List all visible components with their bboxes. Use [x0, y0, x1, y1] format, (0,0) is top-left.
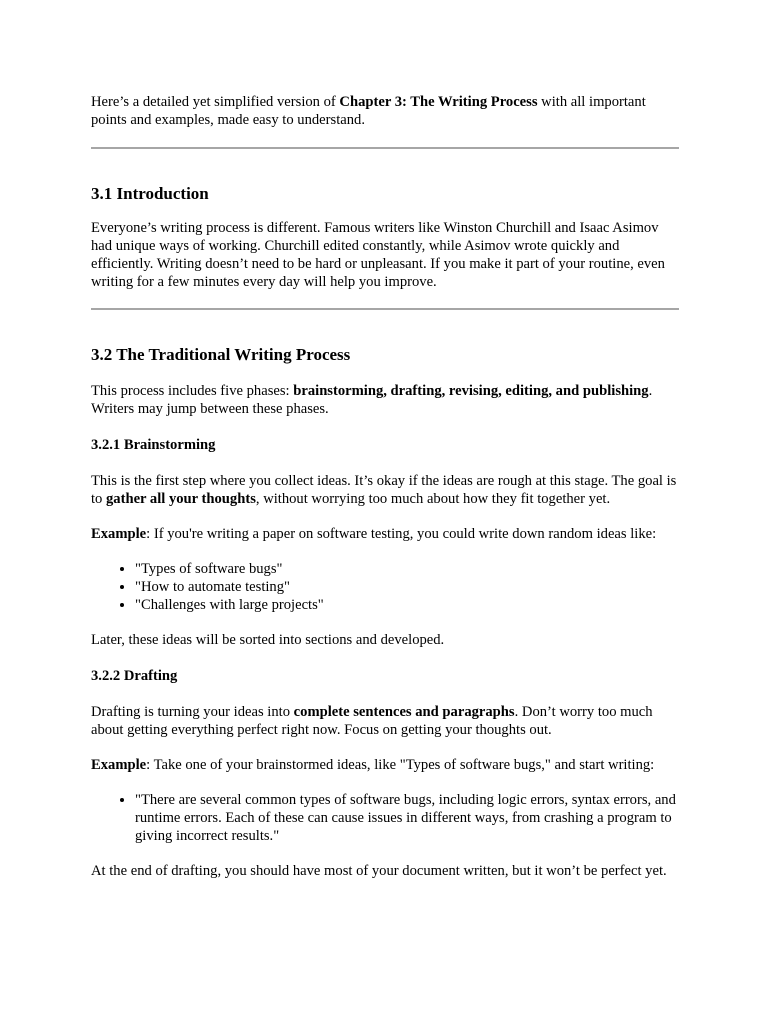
drafting-bullet-list [91, 791, 679, 845]
brainstorming-bullet-list [91, 560, 679, 614]
drafting-text-pre: Drafting is turning your ideas into [91, 704, 294, 720]
drafting-example [91, 756, 679, 774]
intro-text-pre: Here’s a detailed yet simplified version of [91, 94, 340, 110]
drafting-text-bold: complete sentences and paragraphs [293, 704, 515, 720]
section-3-1-body: Everyone’s writing process is different. Famous writers like Winston Churchill and Isaac Asimov had unique ways of working. Churchill edited constantly, while Asimov wrote quickly and efficiently. Writing doesn’t need to be hard or unpleasant. If you make it part of your routine, even writing for a few minutes every day will help you improve. [91, 220, 665, 290]
section-3-2-intro-pre: This process includes five phases: [91, 383, 294, 399]
divider [91, 147, 679, 149]
document-page [91, 93, 679, 880]
section-3-2-intro [91, 382, 679, 418]
section-heading-3-1: 3.1 Introduction [91, 184, 209, 203]
brainstorming-text-pre: This is the first step where you collect ideas. It’s okay if the ideas are rough at this stage. The goal is to [91, 473, 677, 507]
drafting-paragraph [91, 703, 679, 739]
section-3-2-phases: brainstorming, drafting, revising, editing, and publishing [293, 383, 649, 399]
intro-text-post: with all important points and examples, made easy to understand. [91, 94, 646, 128]
list-item: • "There are several common types of software bugs, including logic errors, syntax errors, and runtime errors. Each of these can cause issues in different ways, from crashing a program to giving incorrect results." [135, 791, 679, 845]
example-label: Example [91, 757, 147, 773]
brainstorming-example [91, 525, 679, 543]
list-item: • "How to automate testing" [135, 578, 679, 596]
brainstorming-closing: Later, these ideas will be sorted into sections and developed. [91, 632, 445, 648]
list-item: • "Challenges with large projects" [135, 596, 679, 614]
example-label: Example [91, 526, 147, 542]
brainstorming-paragraph [91, 472, 679, 508]
divider [91, 308, 679, 310]
brainstorming-text-post: , without worrying too much about how they fit together yet. [255, 491, 611, 507]
example-text: : If you're writing a paper on software testing, you could write down random ideas like: [146, 526, 657, 542]
section-heading-3-2: 3.2 The Traditional Writing Process [91, 345, 351, 364]
section-heading-3-2-2: 3.2.2 Drafting [91, 668, 178, 684]
brainstorming-text-bold: gather all your thoughts [106, 491, 256, 507]
section-3-2-intro-post: . Writers may jump between these phases. [91, 383, 653, 417]
intro-text-bold: Chapter 3: The Writing Process [339, 94, 538, 110]
drafting-closing: At the end of drafting, you should have most of your document written, but it won’t be perfect yet. [91, 863, 667, 879]
intro-paragraph [91, 93, 679, 129]
example-text: : Take one of your brainstormed ideas, like "Types of software bugs," and start writing: [146, 757, 655, 773]
section-heading-3-2-1: 3.2.1 Brainstorming [91, 437, 216, 453]
drafting-text-post: . Don’t worry too much about getting everything perfect right now. Focus on getting your thoughts out. [91, 704, 653, 738]
list-item: • "Types of software bugs" [135, 560, 679, 578]
